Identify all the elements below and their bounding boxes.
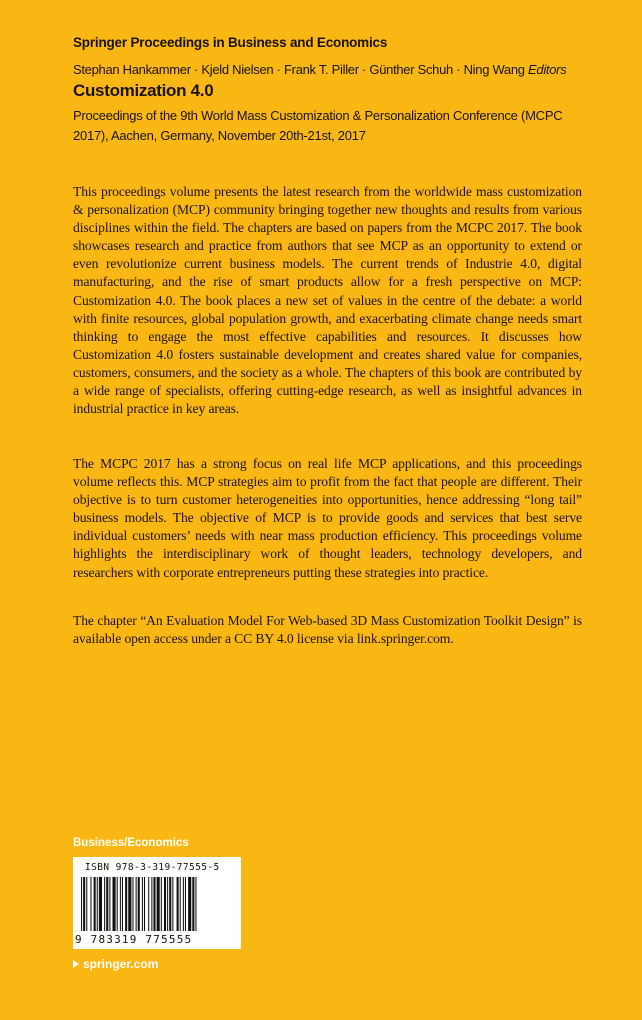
description-paragraph-1: This proceedings volume presents the latest research from the worldwide mass customization & personalization (MCP) community bringing together new thoughts and results from various disciplines within the field. The chapters are based on papers from the MCPC 2017. The book showcases research and practice from authors that see MCP as an opportunity to extend or even revolutionize current business models. The current trends of Industrie 4.0, digital manufacturing, and the rise of smart products allow for a fresh perspective on MCP: Customization 4.0. The book places a new set of values in the centre of the debate: a world with finite resources, global population growth, and exacerbating climate change needs smart thinking to engage the most effective capabilities and resources. It discusses how Customization 4.0 fosters sustainable development and creates shared value for companies, customers, consumers, and the society as a whole. The chapters of this book are contributed by a wide range of specialists, offering cutting-edge research, as well as insightful advances in industrial practice in key areas. [73, 184, 582, 417]
publisher-link[interactable] [73, 957, 158, 971]
editors-line [73, 62, 566, 77]
publisher-link-label[interactable]: springer.com [83, 957, 159, 971]
arrow-right-icon [73, 960, 79, 968]
barcode-digits: 9 783319 775555 [75, 933, 193, 946]
editors-role: Editors [528, 62, 567, 77]
book-subtitle: Proceedings of the 9th World Mass Customization & Personalization Conference (MCPC 2017), Aachen, Germany, November 20th-21st, 2017 [73, 108, 563, 143]
series-title: Springer Proceedings in Business and Economics [73, 35, 388, 50]
editor-names: Stephan Hankammer · Kjeld Nielsen · Frank T. Piller · Günther Schuh · Ning Wang [73, 62, 525, 77]
category-label: Business/Economics [73, 837, 189, 849]
description-paragraph-3: The chapter “An Evaluation Model For Web-based 3D Mass Customization Toolkit Design” is available open access under a CC BY 4.0 license via link.springer.com. [73, 613, 582, 647]
barcode-bars-icon [77, 877, 237, 933]
book-title: Customization 4.0 [73, 81, 214, 100]
description-paragraph-2: The MCPC 2017 has a strong focus on real life MCP applications, and this proceedings volume reflects this. MCP strategies aim to profit from the fact that people are different. Their objective is to turn customer heterogeneities into opportunities, hence addressing “long tail” business models. The objective of MCP is to provide goods and services that best serve individual customers’ needs with near mass production efficiency. This proceedings volume highlights the interdisciplinary work of thought leaders, technology developers, and researchers with corporate entrepreneurs putting these strategies into practice. [73, 456, 582, 580]
isbn-text: ISBN 978-3-319-77555-5 [85, 862, 220, 873]
isbn-barcode [73, 857, 241, 949]
